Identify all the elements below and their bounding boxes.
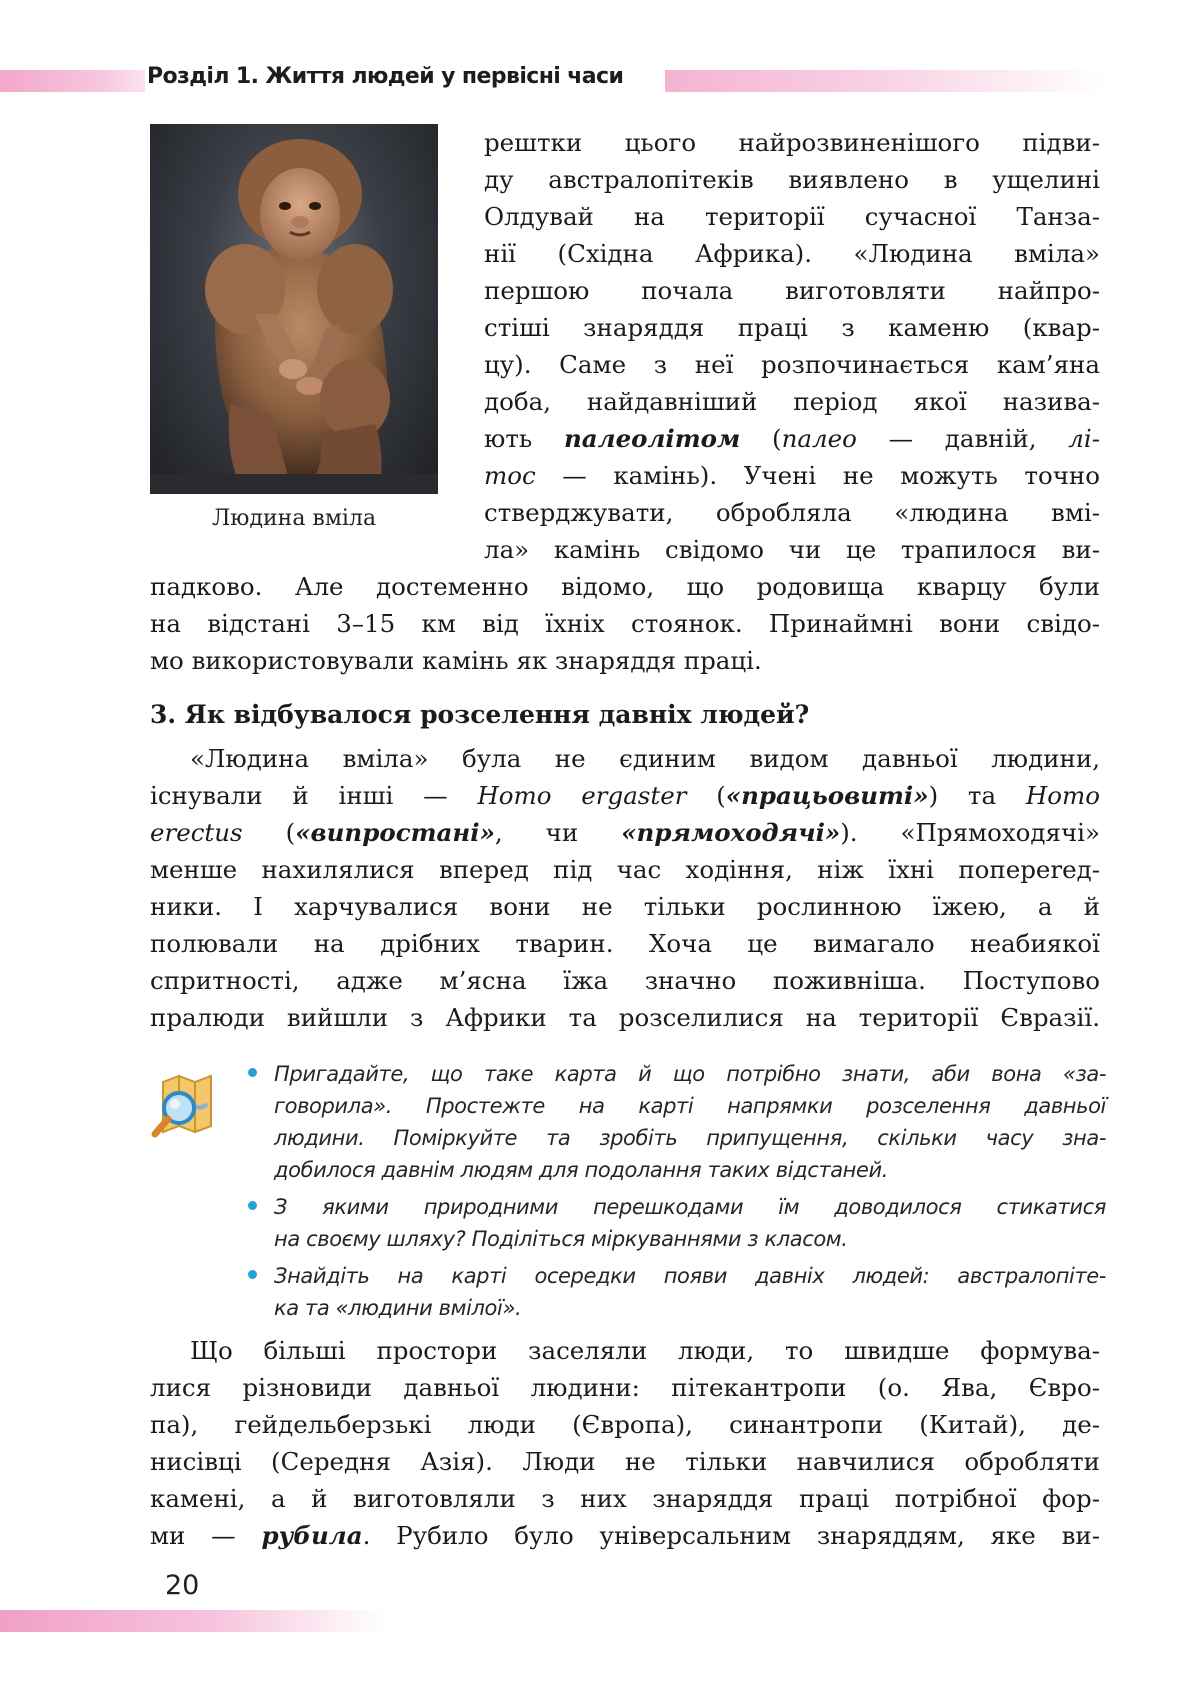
text-line: ла» камінь свідомо чи це трапилося ви- (484, 535, 1100, 564)
text-line: «Людина вміла» була не єдиним видом давньої людини, (190, 744, 1100, 773)
homo-habilis-image (150, 124, 438, 494)
figure-caption: Людина вміла (211, 506, 377, 531)
text-line: пралюди вийшли з Африки та розселилися на території Євразії. (150, 1003, 1100, 1032)
text-line: ду австралопітеків виявлено в ущелині (484, 165, 1100, 194)
text-line: доба, найдавніший період якої назива- (484, 387, 1100, 416)
task-item: Пригадайте, що таке карта й що потрібно знати, аби вона «за- говорила». Простежте на карті напрямки розселення давньої людини. Поміркуйте та зробіть припущення, скільки часу зна- добилося давнім людям для подолання таких відстаней. (240, 1058, 1106, 1186)
header-decor-left (0, 70, 145, 92)
text-line: камені, а й виготовляли з них знаряддя праці потрібної фор- (150, 1484, 1100, 1513)
text-line: Що більші простори заселяли люди, то швидше формува- (190, 1336, 1100, 1365)
text-line: на відстані 3–15 км від їхніх стоянок. Принаймні вони свідо- (150, 609, 1100, 638)
chapter-title: Розділ 1. Життя людей у первісні часи (147, 64, 624, 89)
text-line: тос — камінь). Учені не можуть точно (484, 461, 1100, 490)
text-line: нії (Східна Африка). «Людина вміла» (484, 239, 1100, 268)
paragraph-australopithecus (484, 124, 1100, 568)
bullet-icon (248, 1201, 257, 1210)
text-line: стіші знаряддя праці з каменю (квар- (484, 313, 1100, 342)
text-line: лися різновиди давньої людини: пітекантропи (о. Ява, Євро- (150, 1373, 1100, 1402)
text-line: падково. Але достеменно відомо, що родовища кварцу були (150, 572, 1100, 601)
bullet-icon (248, 1068, 257, 1077)
homo-habilis-illustration (150, 124, 438, 494)
header-decor-right (665, 70, 1105, 92)
text-line: полювали на дрібних тварин. Хоча це вимагало неабиякої (150, 929, 1100, 958)
text-line: па), гейдельберзькі люди (Європа), синантропи (Китай), де- (150, 1410, 1100, 1439)
task-item: З якими природними перешкодами їм доводилося стикатися на своєму шляху? Поділіться міркуваннями з класом. (240, 1191, 1106, 1255)
term-rubylo: рубила (261, 1521, 363, 1550)
page-number: 20 (165, 1570, 200, 1601)
text-line: мо використовували камінь як знаряддя праці. (150, 646, 762, 675)
paragraph-settlement (150, 740, 1100, 1036)
text-line: першою почала виготовляти найпро- (484, 276, 1100, 305)
text-line: erectus («випростані», чи «прямоходячі»). «Прямоходячі» (150, 818, 1100, 847)
text-line: нисівці (Середня Азія). Люди не тільки навчилися обробляти (150, 1447, 1100, 1476)
text-line: ють палеолітом (палео — давній, лі- (484, 424, 1100, 453)
text-line: стверджувати, обробляла «людина вмі- (484, 498, 1100, 527)
footer-decor (0, 1610, 385, 1632)
paragraph-quartz (150, 568, 1100, 679)
text-line: рештки цього найрозвиненішого підви- (484, 128, 1100, 157)
map-magnifier-icon (145, 1068, 225, 1148)
task-list (240, 1058, 1106, 1329)
bullet-icon (248, 1270, 257, 1279)
paragraph-varieties (150, 1332, 1100, 1554)
text-line: менше нахилялися вперед під час ходіння, ніж їхні попеperед- (150, 855, 1100, 884)
text-line: існували й інші — Homo ergaster («працьовиті») та Homo (150, 781, 1100, 810)
text-line: Олдувай на території сучасної Танза- (484, 202, 1100, 231)
text-line: цу). Саме з неї розпочинається кам’яна (484, 350, 1100, 379)
text-line: ми — рубила. Рубило було універсальним знаряддям, яке ви- (150, 1521, 1100, 1550)
text-line: спритності, адже м’ясна їжа значно поживніша. Поступово (150, 966, 1100, 995)
term-paleolith: палеолітом (563, 424, 741, 453)
text-line: ники. І харчувалися вони не тільки рослинною їжею, а й (150, 892, 1100, 921)
task-item: Знайдіть на карті осередки появи давніх людей: австралопіте- ка та «людини вмілої». (240, 1260, 1106, 1324)
section-heading: 3. Як відбувалося розселення давніх людей? (150, 700, 810, 729)
